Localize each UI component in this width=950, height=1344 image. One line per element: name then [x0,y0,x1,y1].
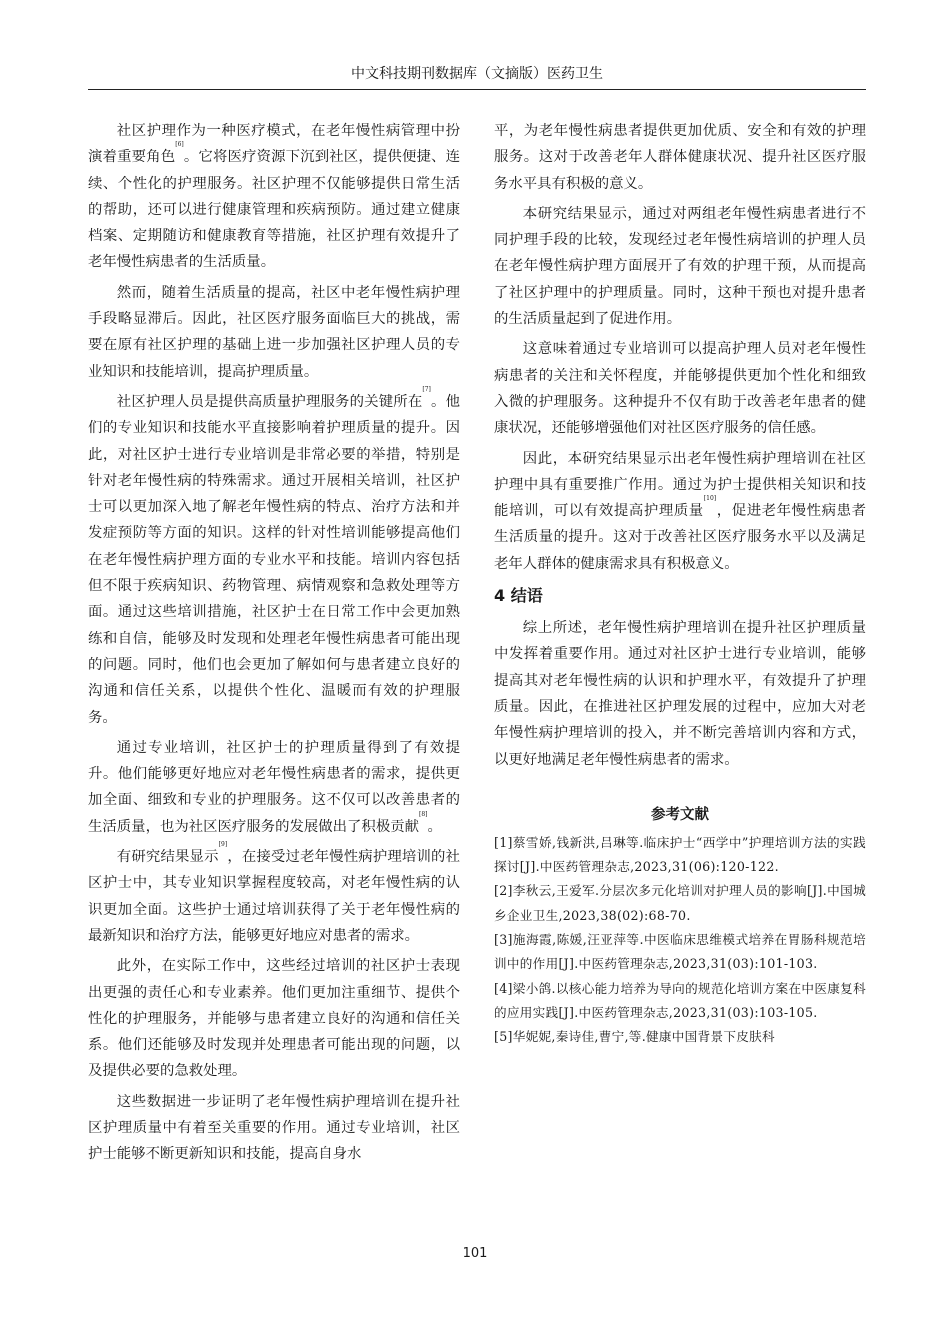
right-column [494,118,866,1050]
paragraph [88,280,460,385]
text: 这意味着通过专业培训可以提高护理人员对老年慢性病患者的关注和关怀程度，并能够提供更加个性化和细致入微的护理服务。这种提升不仅有助于改善老年患者的健康状况，还能够增强他们对社区医疗服务的信任感。 [494,341,866,437]
text: ，在接受过老年慢性病护理培训的社区护士中，其专业知识掌握程度较高，对老年慢性病的认识更加全面。这些护士通过培训获得了关于老年慢性病的最新知识和治疗方法，能够更好地应对患者的需求。 [88,849,460,944]
text: 本研究结果显示，通过对两组老年慢性病患者进行不同护理手段的比较，发现经过老年慢性病培训的护理人员在老年慢性病护理方面展开了有效的护理干预，从而提高了社区护理中的护理质量。同时，这种干预也对提升患者的生活质量起到了促进作用。 [494,205,866,328]
header-rule [88,89,866,90]
paragraph-continuation: 平，为老年慢性病患者提供更加优质、安全和有效的护理服务。这对于改善老年人群体健康状况、提升社区医疗服务水平具有积极的意义。 [494,123,866,192]
citation-mark: [9] [218,841,228,849]
text: 此外，在实际工作中，这些经过培训的社区护士表现出更强的责任心和专业素养。他们更加注重细节、提供个性化的护理服务，并能够与患者建立良好的沟通和信任关系。他们还能够及时发现并处理患者可能出现的问题，以及提供必要的急救处理。 [88,958,460,1080]
text: 这些数据进一步证明了老年慢性病护理培训在提升社区护理质量中有着至关重要的作用。通过专业培训，社区护士能够不断更新知识和技能，提高自身水 [88,1093,460,1163]
left-column [88,118,460,1168]
text: 通过专业培训，社区护士的护理质量得到了有效提升。他们能够更好地应对老年慢性病患者的需求，提供更加全面、细致和专业的护理服务。这不仅可以改善患者的生活质量，也为社区医疗服务的发展做出了积极贡献 [88,739,460,835]
text: ，促进老年慢性病患者生活质量的提升。这对于改善社区医疗服务水平以及满足老年人群体的健康需求具有积极意义。 [494,503,866,572]
page-number: 101 [462,1246,488,1261]
paragraph [494,446,866,577]
reference-item: [1]蔡雪娇,钱新洪,吕琳等.临床护士“西学中”护理培训方法的实践探讨[J].中医药管理杂志,2023,31(06):120-122. [494,834,866,875]
paragraph [494,201,866,332]
text: 社区护理人员是提供高质量护理服务的关键所在 [116,393,423,410]
text: 社区护理作为一种医疗模式，在老年慢性病管理中扮演着重要角色 [88,123,460,166]
text: 有研究结果显示 [116,849,219,866]
journal-header: 中文科技期刊数据库（文摘版）医药卫生 [351,66,603,82]
paragraph [88,841,460,949]
references-title: 参考文献 [651,806,709,823]
text: 然而，随着生活质量的提高，社区中老年慢性病护理手段略显滞后。因此，社区医疗服务面临巨大的挑战，需要在原有社区护理的基础上进一步加强社区护理人员的专业知识和技能培训，提高护理质量。 [88,284,460,380]
section-heading: 4 结语 [494,586,543,606]
reference-item: [5]华妮妮,秦诗佳,曹宁,等.健康中国背景下皮肤科 [494,1029,775,1045]
reference-item: [2]李秋云,王爱军.分层次多元化培训对护理人员的影响[J].中国城乡企业卫生,2023,38(02):68-70. [494,883,866,923]
citation-mark: [10] [703,495,717,503]
paragraph [88,385,460,731]
paragraph [494,336,866,441]
paragraph [88,735,460,840]
citation-mark: [8] [419,810,428,818]
text: 。他们的专业知识和技能水平直接影响着护理质量的提升。因此，对社区护士进行专业培训是非常必要的举措，特别是针对老年慢性病的特殊需求。通过开展相关培训，社区护士可以更加深入地了解老年慢性病的特点、治疗方法和并发症预防等方面的知识。这样的针对性培训能够提高他们在老年慢性病护理方面的专业水平和技能。培训内容包括但不限于疾病知识、药物管理、病情观察和急救处理等方面。通过这些培训措施，社区护士在日常工作中会更加熟练和自信，能够及时发现和处理老年慢性病患者可能出现的问题。同时，他们也会更加了解如何与患者建立良好的沟通和信任关系，以提供个性化、温暖而有效的护理服务。 [88,393,460,726]
reference-item: [4]梁小鸽.以核心能力培养为导向的规范化培训方案在中医康复科的应用实践[J].中医药管理杂志,2023,31(03):103-105. [494,980,866,1020]
citation-mark: [6] [175,141,184,149]
text: 。它将医疗资源下沉到社区，提供便捷、连续、个性化的护理服务。社区护理不仅能够提供日常生活的帮助，还可以进行健康管理和疾病预防。通过建立健康档案、定期随访和健康教育等措施，社区护理有效提升了老年慢性病患者的生活质量。 [88,149,460,271]
paragraph [88,118,460,276]
citation-mark: [7] [422,385,431,393]
text: 。 [427,818,442,835]
text: 因此，本研究结果显示出老年慢性病护理培训在社区护理中具有重要推广作用。通过为护士提供相关知识和技能培训，可以有效提高护理质量 [494,450,866,520]
reference-item: [3]施海霞,陈媛,汪亚萍等.中医临床思维模式培养在胃肠科规范培训中的作用[J].中医药管理杂志,2023,31(03):101-103. [494,932,866,972]
paragraph [88,1089,460,1168]
paragraph [88,953,460,1084]
conclusion-paragraph: 综上所述，老年慢性病护理培训在提升社区护理质量中发挥着重要作用。通过对社区护士进行专业培训，能够提高其对老年慢性病的认识和护理水平，有效提升了护理质量。因此，在推进社区护理发展的过程中，应加大对老年慢性病护理培训的投入，并不断完善培训内容和方式，以更好地满足老年慢性病患者的需求。 [494,620,866,768]
